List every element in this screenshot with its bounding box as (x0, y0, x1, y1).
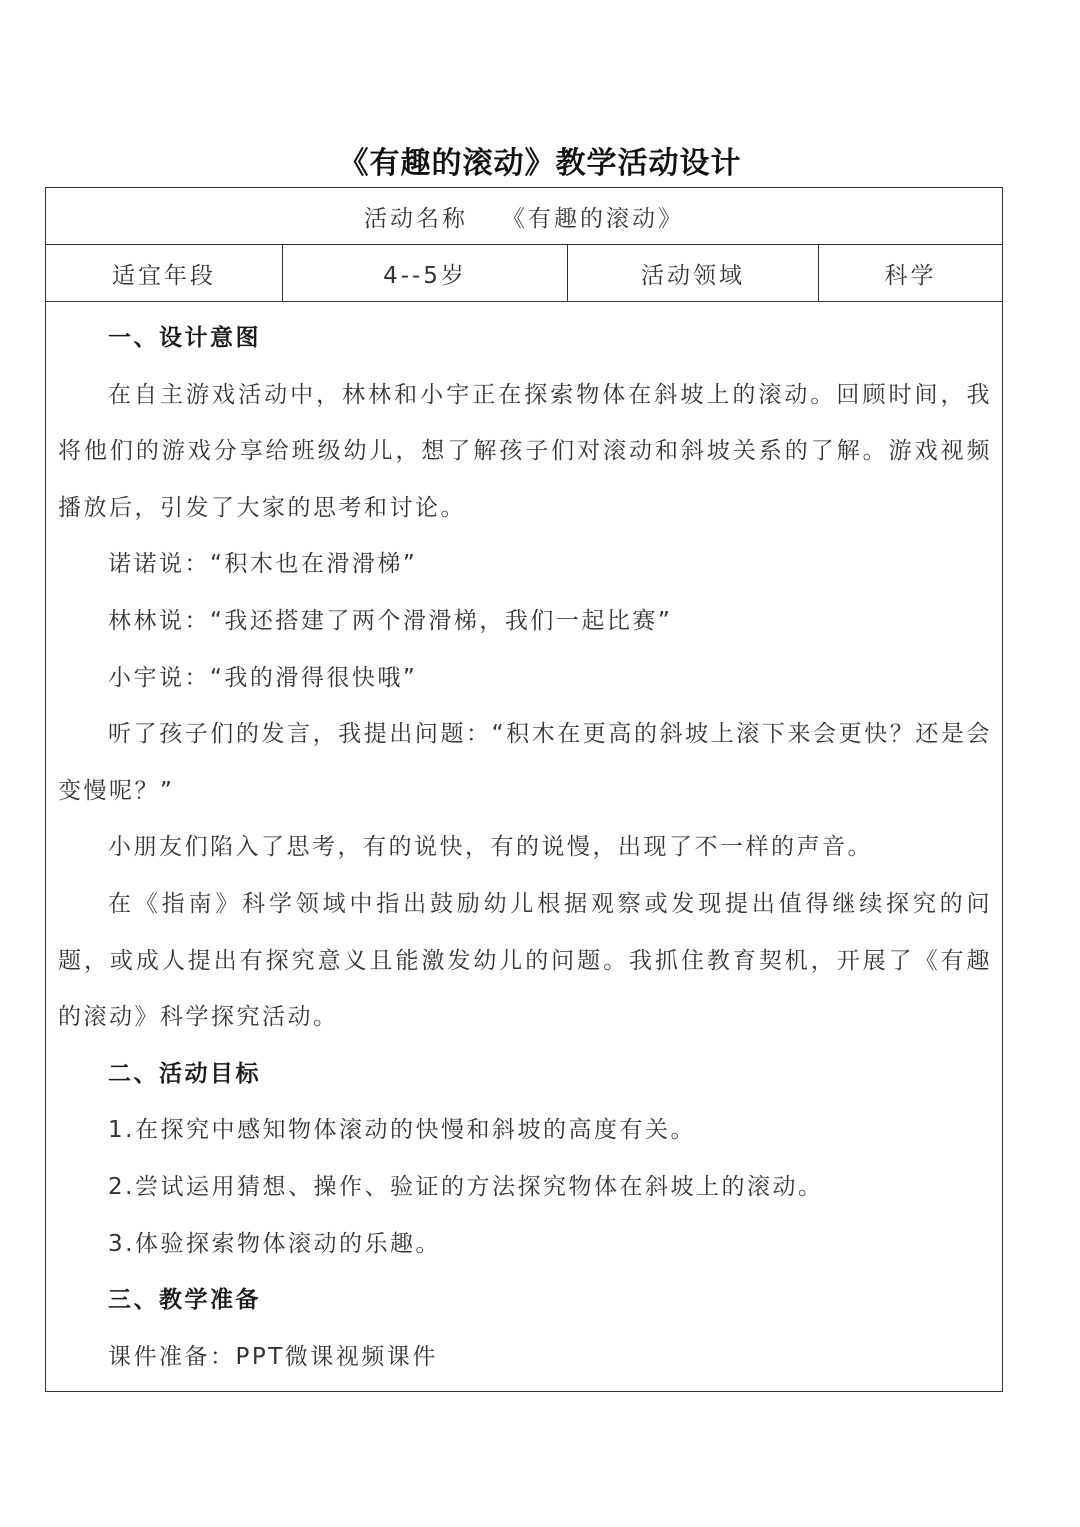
activity-name-value: 《有趣的滚动》 (502, 205, 684, 232)
intent-paragraph: 林林说：“我还搭建了两个滑滑梯，我们一起比赛” (108, 607, 673, 634)
domain-label-cell: 活动领域 (568, 245, 819, 302)
intent-paragraph: 小宇说：“我的滑得很快哦” (108, 664, 418, 691)
intent-paragraph: 诺诺说：“积木也在滑滑梯” (108, 551, 418, 578)
section-heading-goals: 二、活动目标 (108, 1060, 261, 1087)
domain-value-cell: 科学 (819, 245, 1003, 302)
section-heading-preparation: 三、教学准备 (108, 1287, 261, 1314)
content-row (46, 302, 1003, 1392)
content-cell (46, 302, 1003, 1392)
intent-paragraph: 小朋友们陷入了思考，有的说快，有的说慢，出现了不一样的声音。 (108, 834, 873, 861)
activity-name-label: 活动名称 (364, 205, 468, 232)
document-title: 《有趣的滚动》教学活动设计 (338, 146, 742, 181)
activity-meta-row (46, 245, 1003, 302)
activity-name-cell (46, 188, 1003, 245)
grade-label-cell: 适宜年段 (46, 245, 283, 302)
goal-item: 3.体验探索物体滚动的乐趣。 (108, 1230, 441, 1257)
goal-item: 1.在探究中感知物体滚动的快慢和斜坡的高度有关。 (108, 1117, 696, 1144)
grade-value-cell: 4--5岁 (283, 245, 568, 302)
intent-paragraph: 在《指南》科学领域中指出鼓励幼儿根据观察或发现提出值得继续探究的问题，或成人提出有探究意义且能激发幼儿的问题。我抓住教育契机，开展了《有趣的滚动》科学探究活动。 (58, 890, 992, 1031)
intent-paragraph: 听了孩子们的发言，我提出问题：“积木在更高的斜坡上滚下来会更快？还是会变慢呢？” (58, 721, 992, 804)
goal-item: 2.尝试运用猜想、操作、验证的方法探究物体在斜坡上的滚动。 (108, 1173, 824, 1200)
section-heading-design-intent: 一、设计意图 (108, 325, 261, 351)
activity-name-row (46, 188, 1003, 245)
preparation-item: 课件准备：PPT微课视频课件 (108, 1343, 438, 1370)
intent-paragraph: 在自主游戏活动中，林林和小宇正在探索物体在斜坡上的滚动。回顾时间，我将他们的游戏分享给班级幼儿，想了解孩子们对滚动和斜坡关系的了解。游戏视频播放后，引发了大家的思考和讨论。 (58, 381, 992, 521)
activity-plan-table (45, 187, 1003, 1392)
